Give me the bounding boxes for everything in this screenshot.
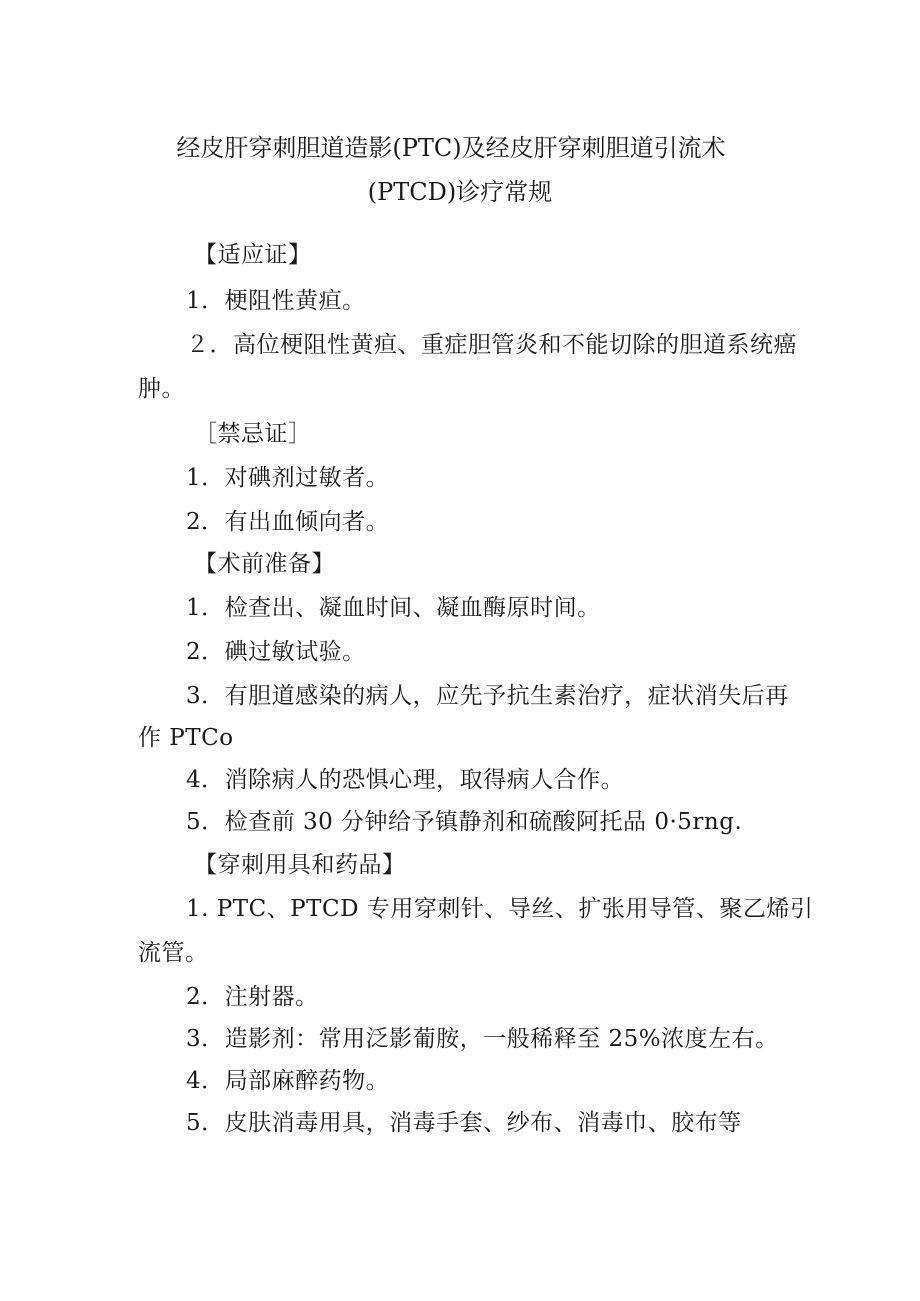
paragraph-line: 2．碘过敏试验。 (186, 639, 366, 665)
paragraph-line: 1. PTC、PTCD 专用穿刺针、导丝、扩张用导管、聚乙烯引 (186, 896, 814, 922)
section-heading-preparation: 【术前准备】 (194, 551, 335, 577)
paragraph-line: 5．检查前 30 分钟给予镇静剂和硫酸阿托品 0·5rng. (186, 809, 743, 835)
paragraph-line: 肿。 (138, 376, 185, 402)
paragraph-line: 2．注射器。 (186, 984, 319, 1010)
paragraph-line: ２．高位梗阻性黄疸、重症胆管炎和不能切除的胆道系统癌 (186, 332, 797, 358)
paragraph-line: 作 PTCo (138, 725, 234, 751)
section-heading-contraindications: ［禁忌证］ (194, 421, 312, 447)
section-heading-indications: 【适应证】 (194, 242, 312, 268)
paragraph-line: 5．皮肤消毒用具，消毒手套、纱布、消毒巾、胶布等 (186, 1110, 742, 1136)
paragraph-line: 1．检查出、凝血时间、凝血酶原时间。 (186, 595, 601, 621)
document-title-line-2: (PTCD)诊疗常规 (367, 178, 553, 206)
section-heading-instruments: 【穿刺用具和药品】 (194, 852, 406, 878)
document-title-line-1: 经皮肝穿刺胆道造影(PTC)及经皮肝穿刺胆道引流术 (176, 134, 726, 162)
paragraph-line: 流管。 (138, 940, 209, 966)
paragraph-line: 4．消除病人的恐惧心理，取得病人合作。 (186, 767, 625, 793)
paragraph-line: 4．局部麻醉药物。 (186, 1068, 390, 1094)
paragraph-line: 1．梗阻性黄疸。 (186, 288, 366, 314)
paragraph-line: 3．造影剂：常用泛影葡胺，一般稀释至 25%浓度左右。 (186, 1026, 779, 1052)
paragraph-line: 2．有出血倾向者。 (186, 509, 390, 535)
paragraph-line: 1．对碘剂过敏者。 (186, 465, 390, 491)
paragraph-line: 3．有胆道感染的病人，应先予抗生素治疗，症状消失后再 (186, 683, 789, 709)
